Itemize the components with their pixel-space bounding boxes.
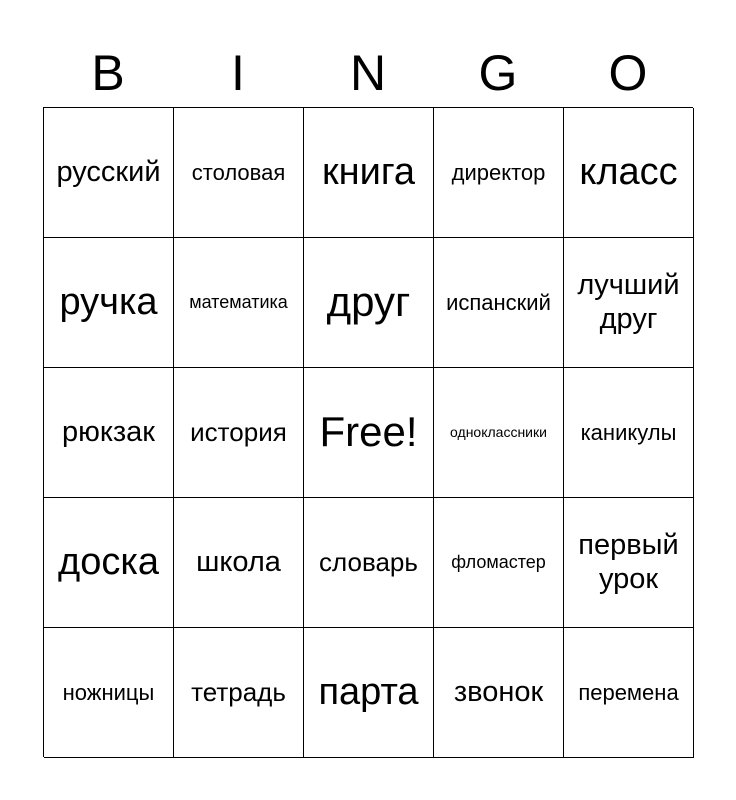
bingo-header: [43, 40, 693, 106]
header-letter-i: I: [231, 45, 245, 101]
bingo-cell[interactable]: математика: [174, 238, 304, 368]
bingo-cell[interactable]: история: [174, 368, 304, 498]
bingo-grid: [43, 107, 693, 757]
bingo-cell[interactable]: лучший друг: [564, 238, 694, 368]
bingo-cell[interactable]: первый урок: [564, 498, 694, 628]
bingo-cell[interactable]: рюкзак: [44, 368, 174, 498]
bingo-cell[interactable]: друг: [304, 238, 434, 368]
header-letter-b: B: [91, 45, 125, 101]
bingo-cell[interactable]: русский: [44, 108, 174, 238]
bingo-cell[interactable]: класс: [564, 108, 694, 238]
bingo-cell[interactable]: парта: [304, 628, 434, 758]
bingo-cell[interactable]: столовая: [174, 108, 304, 238]
bingo-cell[interactable]: каникулы: [564, 368, 694, 498]
bingo-cell[interactable]: тетрадь: [174, 628, 304, 758]
bingo-cell[interactable]: книга: [304, 108, 434, 238]
free-cell[interactable]: Free!: [304, 368, 434, 498]
bingo-cell[interactable]: фломастер: [434, 498, 564, 628]
bingo-cell[interactable]: школа: [174, 498, 304, 628]
header-letter-n: N: [349, 45, 387, 101]
bingo-cell[interactable]: словарь: [304, 498, 434, 628]
bingo-cell[interactable]: перемена: [564, 628, 694, 758]
bingo-cell[interactable]: звонок: [434, 628, 564, 758]
bingo-cell[interactable]: доска: [44, 498, 174, 628]
bingo-cell[interactable]: ручка: [44, 238, 174, 368]
bingo-cell[interactable]: испанский: [434, 238, 564, 368]
bingo-cell[interactable]: директор: [434, 108, 564, 238]
header-letter-o: O: [608, 45, 648, 101]
bingo-cell[interactable]: ножницы: [44, 628, 174, 758]
header-letter-g: G: [478, 45, 518, 101]
bingo-cell[interactable]: одноклассники: [434, 368, 564, 498]
